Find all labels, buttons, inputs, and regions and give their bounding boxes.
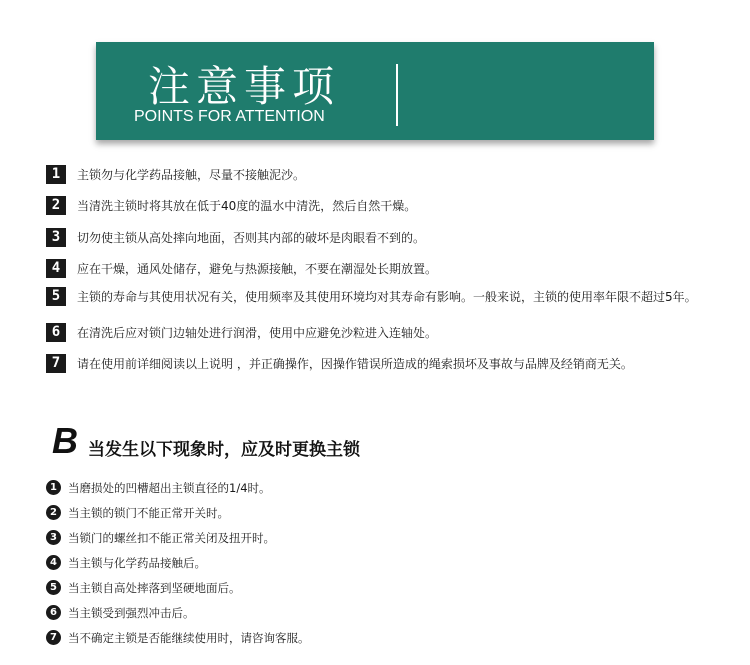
note-number-badge: 5 (46, 287, 66, 306)
note-text: 应在干燥，通风处储存，避免与热源接触，不要在潮湿处长期放置。 (77, 262, 438, 276)
replace-item-text: 当主锁的锁门不能正常开关时。 (68, 506, 229, 520)
note-number-badge: 6 (46, 323, 66, 342)
section-b-title: 当发生以下现象时，应及时更换主锁 (88, 440, 360, 460)
circled-number: 4 (46, 555, 61, 570)
replace-item-text: 当锁门的螺丝扣不能正常关闭及扭开时。 (68, 531, 275, 545)
replace-item-text: 当主锁自高处摔落到坚硬地面后。 (68, 581, 241, 595)
replace-item-text: 当主锁受到强烈冲击后。 (68, 606, 195, 620)
section-b-letter: B (52, 420, 78, 461)
attention-banner (96, 42, 654, 140)
note-text: 当清洗主锁时将其放在低于40度的温水中清洗，然后自然干燥。 (77, 199, 417, 213)
banner-divider (396, 64, 398, 126)
banner-subtitle: POINTS FOR ATTENTION (134, 108, 325, 125)
circled-number: 1 (46, 480, 61, 495)
note-text: 主锁勿与化学药品接触，尽量不接触泥沙。 (77, 168, 306, 182)
circled-number: 2 (46, 505, 61, 520)
circled-number: 3 (46, 530, 61, 545)
note-text: 主锁的寿命与其使用状况有关，使用频率及其使用环境均对其寿命有影响。一般来说，主锁的使用率年限不超过5年。 (77, 290, 697, 304)
banner-title: 注意事项 (148, 62, 341, 111)
note-text: 请在使用前详细阅读以上说明 ，并正确操作，因操作错误所造成的绳索损坏及事故与品牌及经销商无关。 (77, 357, 633, 371)
note-number-badge: 3 (46, 228, 66, 247)
circled-number: 7 (46, 630, 61, 645)
note-text: 切勿使主锁从高处摔向地面，否则其内部的破坏是肉眼看不到的。 (77, 231, 426, 245)
circled-number: 6 (46, 605, 61, 620)
circled-number: 5 (46, 580, 61, 595)
note-number-badge: 1 (46, 165, 66, 184)
replace-item-text: 当主锁与化学药品接触后。 (68, 556, 206, 570)
note-number-badge: 4 (46, 259, 66, 278)
note-number-badge: 2 (46, 196, 66, 215)
note-text: 在清洗后应对锁门边轴处进行润滑，使用中应避免沙粒进入连轴处。 (77, 326, 438, 340)
replace-item-text: 当不确定主锁是否能继续使用时，请咨询客服。 (68, 631, 310, 645)
note-number-badge: 7 (46, 354, 66, 373)
replace-item-text: 当磨损处的凹槽超出主锁直径的1/4时。 (68, 481, 271, 495)
